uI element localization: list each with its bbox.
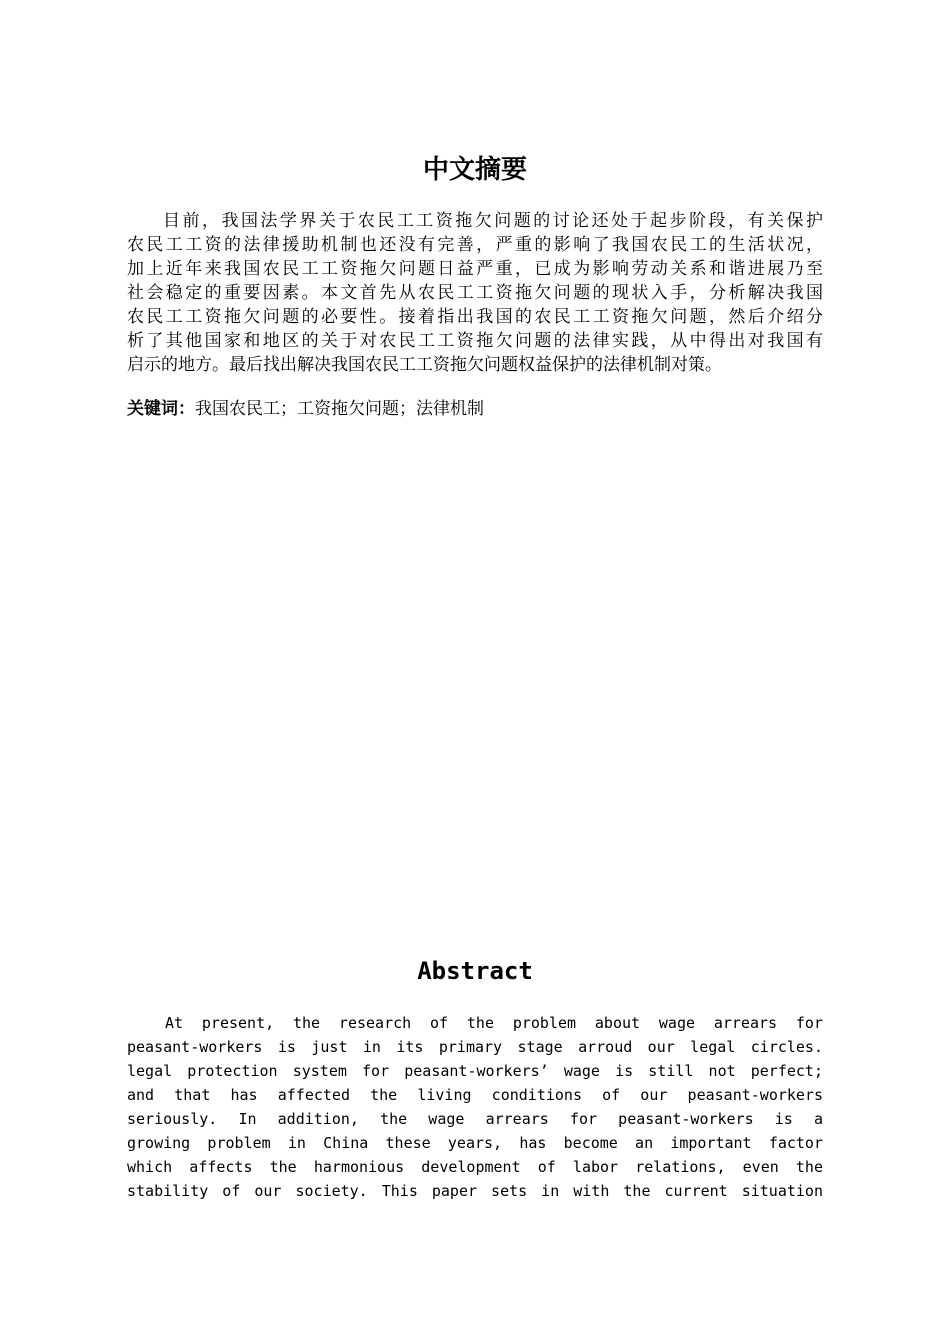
- keywords-label: 关键词：: [127, 399, 195, 419]
- english-abstract-line: and that has affected the living conditions of our peasant-workers: [127, 1086, 823, 1104]
- chinese-abstract-line: 启示的地方。最后找出解决我国农民工工资拖欠问题权益保护的法律机制对策。: [127, 355, 722, 375]
- english-abstract-body: [127, 1011, 823, 1203]
- english-abstract-line: seriously. In addition, the wage arrears for peasant-workers is a: [127, 1110, 823, 1128]
- english-abstract-line: which affects the harmonious development of labor relations, even the: [127, 1158, 823, 1176]
- chinese-abstract-line: 社会稳定的重要因素。本文首先从农民工工资拖欠问题的现状入手，分析解决我国: [127, 283, 823, 303]
- chinese-abstract-line: 析了其他国家和地区的关于对农民工工资拖欠问题的法律实践，从中得出对我国有: [127, 331, 823, 351]
- chinese-abstract-line: 目前，我国法学界关于农民工工资拖欠问题的讨论还处于起步阶段，有关保护: [163, 211, 823, 231]
- english-abstract-line: peasant-workers is just in its primary stage arroud our legal circles.: [127, 1038, 823, 1056]
- english-abstract-line: stability of our society. This paper sets in with the current situation: [127, 1182, 823, 1200]
- chinese-abstract-line: 农民工工资拖欠问题的必要性。接着指出我国的农民工工资拖欠问题，然后介绍分: [127, 307, 823, 327]
- english-abstract-line: legal protection system for peasant-workers’ wage is still not perfect;: [127, 1062, 823, 1080]
- english-abstract-line: growing problem in China these years, has become an important factor: [127, 1134, 823, 1152]
- chinese-abstract-line: 加上近年来我国农民工工资拖欠问题日益严重，已成为影响劳动关系和谐进展乃至: [127, 259, 823, 279]
- chinese-abstract-title: 中文摘要: [422, 155, 527, 185]
- chinese-abstract-body: [127, 209, 823, 377]
- english-abstract-title: Abstract: [417, 957, 533, 985]
- keywords-text: 我国农民工；工资拖欠问题；法律机制: [195, 399, 484, 419]
- english-abstract-line: At present, the research of the problem about wage arrears for: [165, 1014, 823, 1032]
- chinese-abstract-line: 农民工工资的法律援助机制也还没有完善，严重的影响了我国农民工的生活状况，: [127, 235, 823, 255]
- chinese-keywords: [127, 397, 823, 421]
